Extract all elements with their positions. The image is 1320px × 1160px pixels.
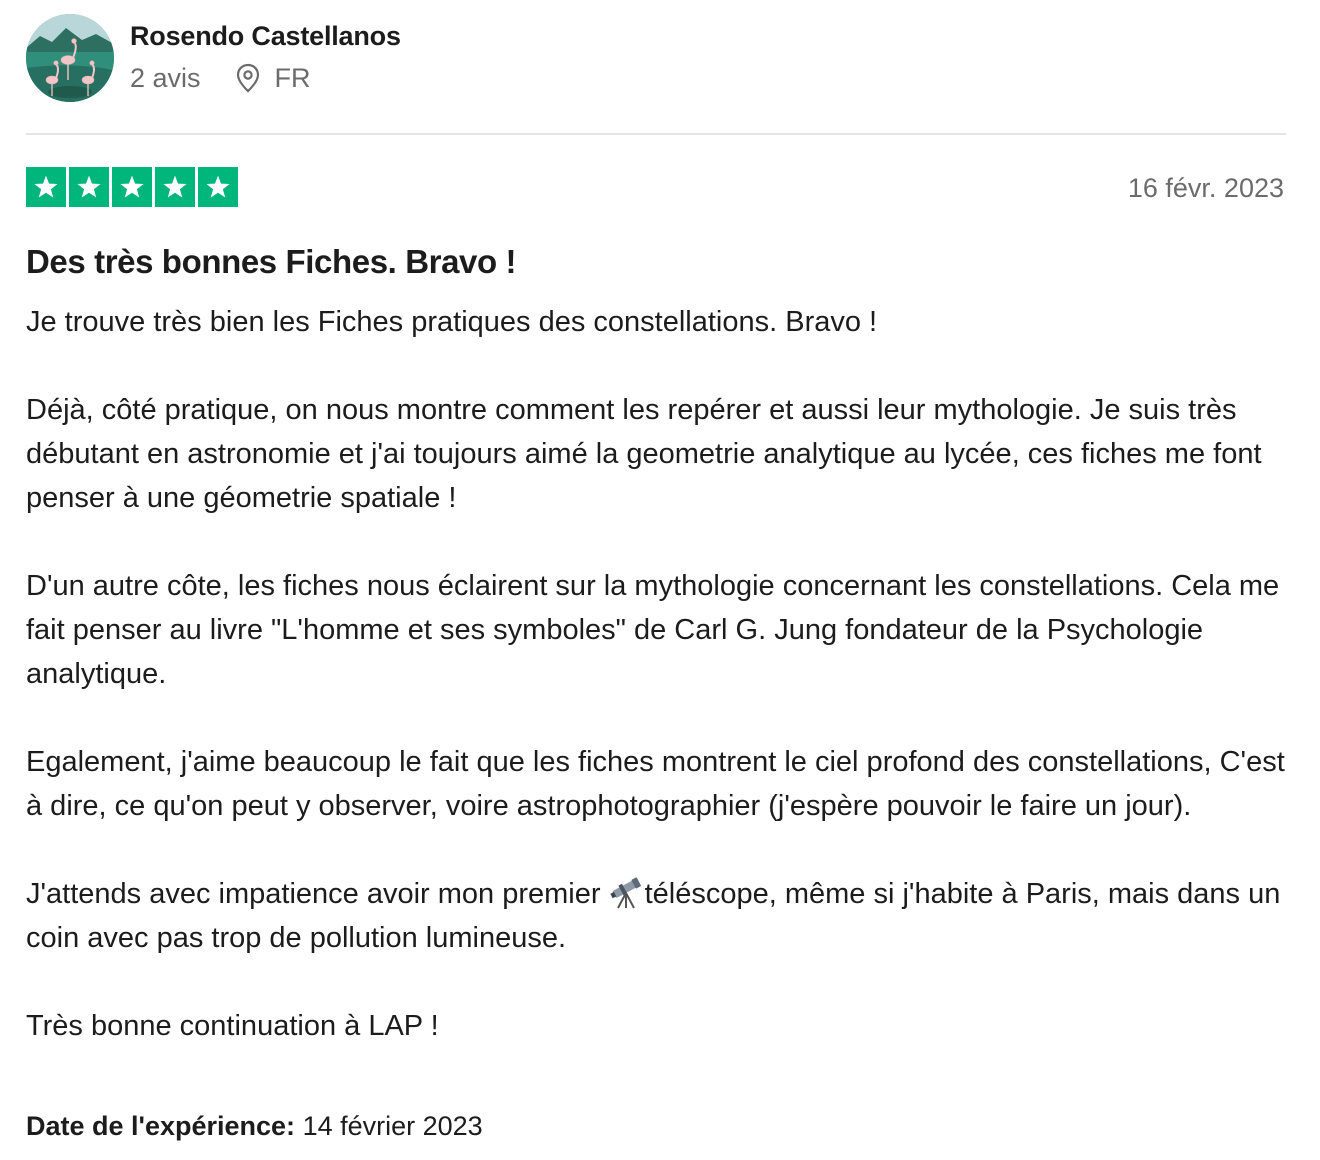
star-rating <box>26 167 238 207</box>
location-pin-icon <box>235 63 261 93</box>
reviewer-info <box>130 20 401 94</box>
review-paragraph: Déjà, côté pratique, on nous montre comment les repérer et aussi leur mythologie. Je suis très débutant en astronomie et j'ai toujours aimé la geometrie analytique au lycée, ces fiches me font penser à une géometrie spatiale ! <box>26 394 1262 514</box>
review-paragraph <box>26 872 1296 960</box>
review-text <box>26 300 1296 1048</box>
review-paragraph-part: téléscope, même si j'habite à Paris, mais dans un coin avec pas trop de pollution lumineuse. <box>26 878 1281 954</box>
reviewer-header[interactable] <box>26 14 401 102</box>
divider <box>26 133 1286 135</box>
review-title[interactable]: Des très bonnes Fiches. Bravo ! <box>26 243 517 280</box>
experience-date: 14 février 2023 <box>302 1111 483 1141</box>
star-icon <box>112 167 152 207</box>
reviewer-name[interactable]: Rosendo Castellanos <box>130 21 401 51</box>
review-paragraph: Egalement, j'aime beaucoup le fait que les fiches montrent le ciel profond des constellations, C'est à dire, ce qu'on peut y observer, voire astrophotographier (j'espère pouvoir le faire un jour). <box>26 746 1285 822</box>
review-paragraph: Très bonne continuation à LAP ! <box>26 1010 439 1042</box>
reviewer-meta <box>130 62 401 94</box>
review-date: 16 févr. 2023 <box>1127 173 1284 203</box>
telescope-icon <box>609 875 645 909</box>
star-icon <box>155 167 195 207</box>
review-paragraph: Je trouve très bien les Fiches pratiques des constellations. Bravo ! <box>26 306 878 338</box>
reviews-count: 2 avis <box>130 63 201 93</box>
review-paragraph-part: J'attends avec impatience avoir mon premier <box>26 878 609 910</box>
star-icon <box>26 167 66 207</box>
star-icon <box>69 167 109 207</box>
experience-label: Date de l'expérience: <box>26 1111 296 1141</box>
star-icon <box>198 167 238 207</box>
review-paragraph: D'un autre côte, les fiches nous éclairent sur la mythologie concernant les constellations. Cela me fait penser au livre "L'homme et ses symboles" de Carl G. Jung fondateur de la Psychologie analytique. <box>26 570 1280 690</box>
flamingo-lake-avatar-icon <box>26 14 114 102</box>
experience-date-row <box>26 1108 483 1144</box>
avatar[interactable] <box>26 14 114 102</box>
reviewer-country: FR <box>274 63 311 93</box>
